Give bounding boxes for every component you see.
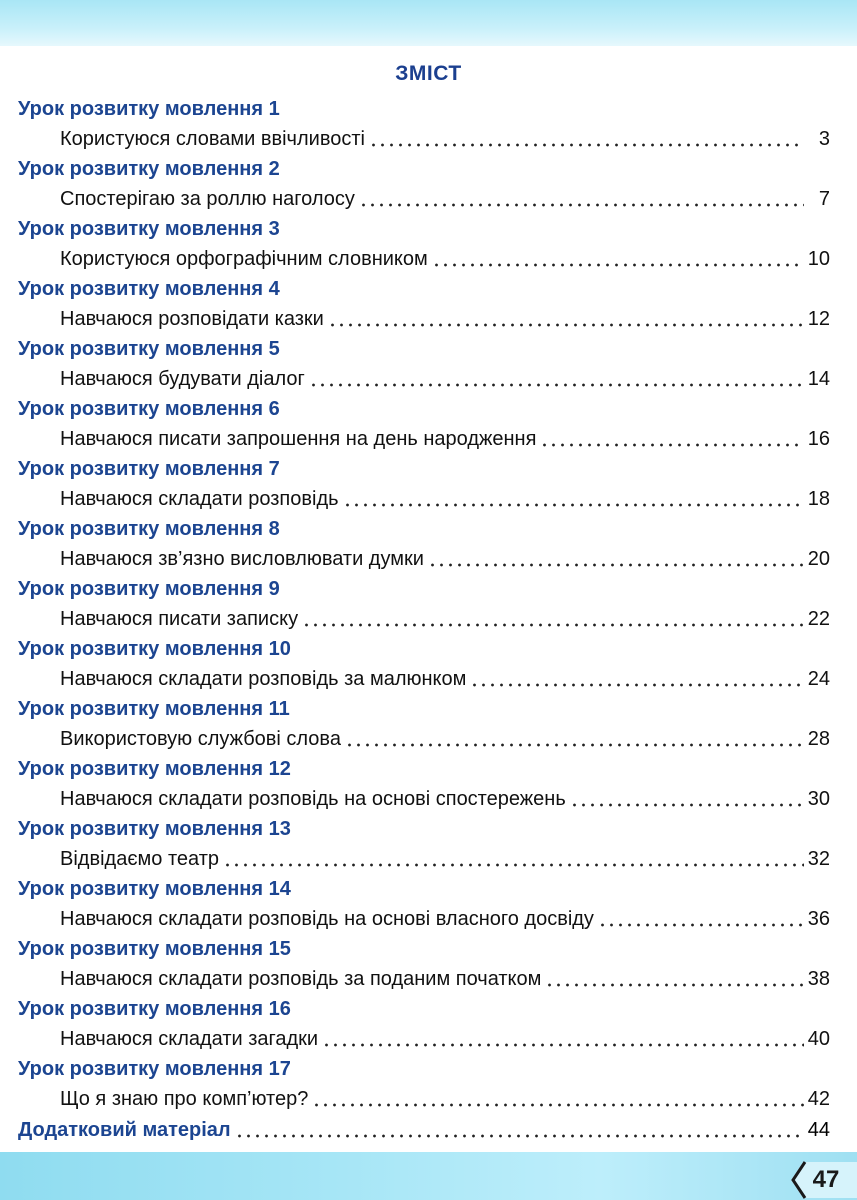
entry-page-number: 16 bbox=[807, 428, 830, 450]
lesson-heading: Урок розвитку мовлення 11 bbox=[18, 698, 290, 720]
toc-entry[interactable] bbox=[18, 604, 830, 634]
entry-page-number: 3 bbox=[818, 128, 830, 150]
dot-leader bbox=[570, 802, 804, 808]
extra-material-title: Додатковий матеріал bbox=[18, 1119, 231, 1141]
lesson-block bbox=[18, 94, 830, 154]
lesson-heading: Урок розвитку мовлення 12 bbox=[18, 758, 291, 780]
lesson-block bbox=[18, 274, 830, 334]
entry-title: Використовую службові слова bbox=[60, 728, 341, 750]
lesson-block bbox=[18, 214, 830, 274]
entry-page-number: 24 bbox=[807, 668, 830, 690]
dot-leader bbox=[359, 202, 804, 208]
entry-page-number: 42 bbox=[807, 1088, 830, 1110]
toc-entry[interactable] bbox=[18, 664, 830, 694]
entry-title: Навчаюся писати записку bbox=[60, 608, 299, 630]
lesson-block bbox=[18, 514, 830, 574]
toc-entry[interactable] bbox=[18, 904, 830, 934]
entry-page-number: 28 bbox=[807, 728, 830, 750]
entry-page-number: 7 bbox=[818, 188, 830, 210]
lesson-block bbox=[18, 994, 830, 1054]
entry-title: Навчаюся складати розповідь на основі власного досвіду bbox=[60, 908, 594, 930]
toc-entry[interactable] bbox=[18, 1084, 830, 1114]
dot-leader bbox=[428, 562, 804, 568]
dot-leader bbox=[343, 502, 804, 508]
toc-entry[interactable] bbox=[18, 424, 830, 454]
toc-entry[interactable] bbox=[18, 964, 830, 994]
entry-page-number: 38 bbox=[807, 968, 830, 990]
toc-entry[interactable] bbox=[18, 244, 830, 274]
top-decorative-band bbox=[0, 0, 857, 46]
lesson-list bbox=[18, 94, 830, 1114]
dot-leader bbox=[470, 682, 803, 688]
toc-entry[interactable] bbox=[18, 844, 830, 874]
toc-entry[interactable] bbox=[18, 484, 830, 514]
lesson-block bbox=[18, 574, 830, 634]
bottom-decorative-band bbox=[0, 1152, 857, 1200]
toc-entry[interactable] bbox=[18, 784, 830, 814]
toc-entry[interactable] bbox=[18, 1024, 830, 1054]
entry-page-number: 32 bbox=[807, 848, 830, 870]
dot-leader bbox=[223, 862, 804, 868]
entry-page-number: 40 bbox=[807, 1028, 830, 1050]
lesson-heading: Урок розвитку мовлення 4 bbox=[18, 278, 280, 300]
lesson-block bbox=[18, 874, 830, 934]
dot-leader bbox=[345, 742, 804, 748]
lesson-heading: Урок розвитку мовлення 13 bbox=[18, 818, 291, 840]
page-number-badge bbox=[785, 1160, 857, 1200]
entry-title: Користуюся орфографічним словником bbox=[60, 248, 428, 270]
lesson-heading: Урок розвитку мовлення 1 bbox=[18, 98, 280, 120]
toc-entry[interactable] bbox=[18, 124, 830, 154]
lesson-block bbox=[18, 334, 830, 394]
lesson-heading: Урок розвитку мовлення 7 bbox=[18, 458, 280, 480]
toc-entry[interactable] bbox=[18, 724, 830, 754]
lesson-block bbox=[18, 394, 830, 454]
entry-page-number: 30 bbox=[807, 788, 830, 810]
entry-title: Що я знаю про комп’ютер? bbox=[60, 1088, 309, 1110]
dot-leader bbox=[322, 1042, 804, 1048]
entry-title: Користуюся словами ввічливості bbox=[60, 128, 365, 150]
lesson-block bbox=[18, 754, 830, 814]
dot-leader bbox=[235, 1133, 804, 1139]
entry-title: Навчаюся складати розповідь за малюнком bbox=[60, 668, 467, 690]
dot-leader bbox=[540, 442, 803, 448]
dot-leader bbox=[312, 1102, 803, 1108]
entry-page-number: 22 bbox=[807, 608, 830, 630]
dot-leader bbox=[545, 982, 803, 988]
toc-entry[interactable] bbox=[18, 544, 830, 574]
entry-title: Відвідаємо театр bbox=[60, 848, 219, 870]
lesson-block bbox=[18, 454, 830, 514]
dot-leader bbox=[302, 622, 804, 628]
lesson-block bbox=[18, 814, 830, 874]
dot-leader bbox=[369, 142, 804, 148]
entry-page-number: 18 bbox=[807, 488, 830, 510]
entry-title: Навчаюся зв’язно висловлювати думки bbox=[60, 548, 424, 570]
entry-page-number: 36 bbox=[807, 908, 830, 930]
entry-page-number: 10 bbox=[807, 248, 830, 270]
entry-page-number: 12 bbox=[807, 308, 830, 330]
toc-entry-extra-material[interactable] bbox=[18, 1114, 830, 1146]
toc-entry[interactable] bbox=[18, 184, 830, 214]
extra-material-page: 44 bbox=[807, 1119, 830, 1141]
dot-leader bbox=[309, 382, 804, 388]
lesson-heading: Урок розвитку мовлення 9 bbox=[18, 578, 280, 600]
lesson-heading: Урок розвитку мовлення 2 bbox=[18, 158, 280, 180]
dot-leader bbox=[328, 322, 804, 328]
lesson-heading: Урок розвитку мовлення 6 bbox=[18, 398, 280, 420]
lesson-heading: Урок розвитку мовлення 8 bbox=[18, 518, 280, 540]
lesson-block bbox=[18, 694, 830, 754]
dot-leader bbox=[432, 262, 804, 268]
entry-title: Навчаюся писати запрошення на день народження bbox=[60, 428, 537, 450]
lesson-heading: Урок розвитку мовлення 10 bbox=[18, 638, 291, 660]
lesson-block bbox=[18, 634, 830, 694]
lesson-heading: Урок розвитку мовлення 5 bbox=[18, 338, 280, 360]
entry-title: Навчаюся складати загадки bbox=[60, 1028, 319, 1050]
entry-title: Навчаюся складати розповідь bbox=[60, 488, 339, 510]
page-number: 47 bbox=[812, 1166, 840, 1193]
lesson-block bbox=[18, 934, 830, 994]
lesson-heading: Урок розвитку мовлення 15 bbox=[18, 938, 291, 960]
lesson-block bbox=[18, 154, 830, 214]
lesson-heading: Урок розвитку мовлення 14 bbox=[18, 878, 291, 900]
entry-page-number: 14 bbox=[807, 368, 830, 390]
entry-title: Навчаюся будувати діалог bbox=[60, 368, 305, 390]
lesson-heading: Урок розвитку мовлення 3 bbox=[18, 218, 280, 240]
toc-entry[interactable] bbox=[18, 364, 830, 394]
lesson-heading: Урок розвитку мовлення 17 bbox=[18, 1058, 291, 1080]
entry-title: Навчаюся складати розповідь за поданим початком bbox=[60, 968, 542, 990]
page-title: ЗМІСТ bbox=[395, 62, 462, 85]
table-of-contents bbox=[18, 94, 830, 1146]
lesson-block bbox=[18, 1054, 830, 1114]
dot-leader bbox=[598, 922, 804, 928]
entry-title: Навчаюся складати розповідь на основі спостережень bbox=[60, 788, 566, 810]
entry-page-number: 20 bbox=[807, 548, 830, 570]
lesson-heading: Урок розвитку мовлення 16 bbox=[18, 998, 291, 1020]
entry-title: Навчаюся розповідати казки bbox=[60, 308, 324, 330]
entry-title: Спостерігаю за роллю наголосу bbox=[60, 188, 355, 210]
toc-entry[interactable] bbox=[18, 304, 830, 334]
